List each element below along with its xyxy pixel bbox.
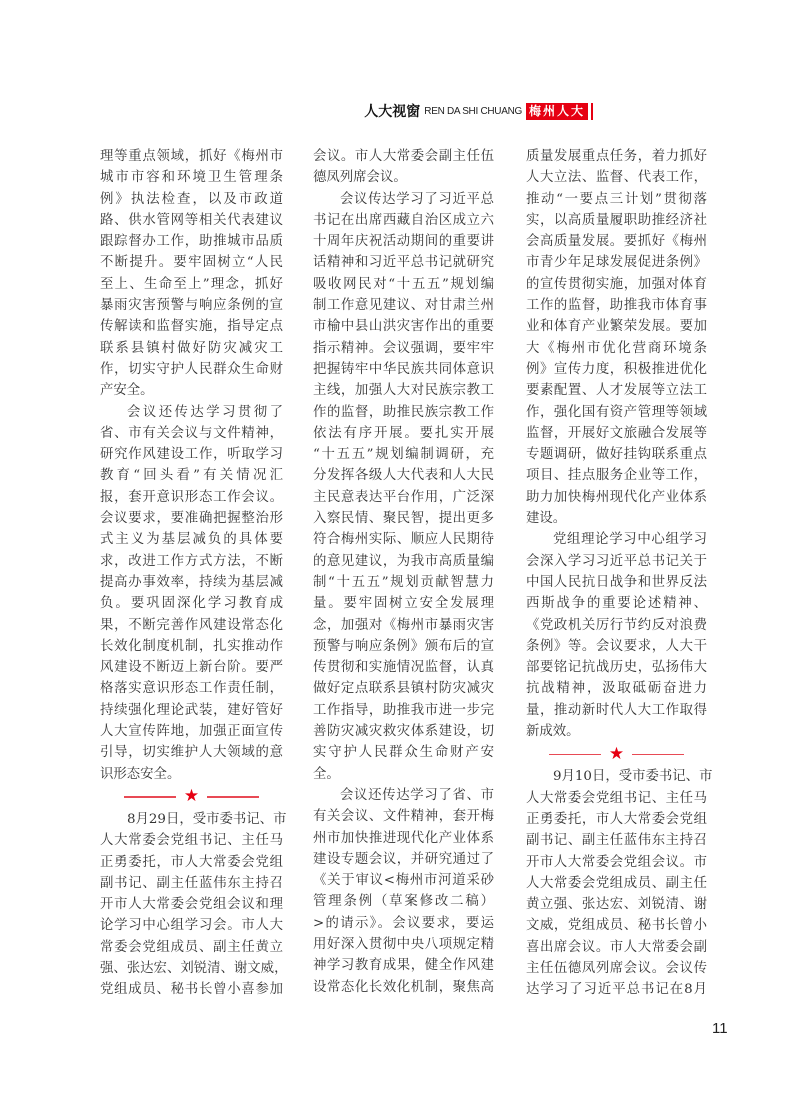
text-line: 大《梅州市优化营商环境条 <box>526 340 707 356</box>
text-line: 作的监督，助推民族宗教工作 <box>313 404 494 420</box>
text-line: 《关于审议<梅州市河道采砂 <box>313 873 494 889</box>
text-line: 州市加快推进现代化产业体系 <box>313 830 494 846</box>
paragraph <box>313 785 494 998</box>
text-line: 监督，开展好文旅融合发展等 <box>526 425 707 441</box>
text-line: 推动“一要点三计划”贯彻落 <box>526 191 707 207</box>
text-line: 副书记、副主任蓝伟东主持召 <box>526 833 707 849</box>
text-line: 工作的监督，助推我市体育事 <box>526 298 707 314</box>
text-line: 中国人民抗日战争和世界反法 <box>526 574 707 590</box>
section-title-en: REN DA SHI CHUANG <box>424 105 522 117</box>
text-line: 常委会党组成员、副主任黄立 <box>100 939 283 955</box>
text-line: 作，强化国有资产管理等领域 <box>526 404 707 420</box>
divider-rule <box>632 754 684 756</box>
text-line: 副书记、副主任蓝伟东主持召 <box>100 875 283 891</box>
text-line: 会议传达学习了习近平总 <box>340 191 494 207</box>
text-line: 会深入学习习近平总书记关于 <box>526 553 707 569</box>
text-line: 设常态化长效化机制，聚焦高 <box>313 979 494 995</box>
text-line: 把握铸牢中华民族共同体意识 <box>313 361 494 377</box>
text-line: 量，推动新时代人大工作取得 <box>526 702 707 718</box>
text-line: 暴雨灾害预警与响应条例的宣 <box>100 298 283 314</box>
section-divider <box>526 742 707 766</box>
text-line: 9月10日，受市委书记、市 <box>553 769 713 785</box>
text-line: 德凤列席会议。 <box>313 170 407 186</box>
text-line: 实，以高质量履职助推经济社 <box>526 212 707 228</box>
text-line: 分发挥各级人大代表和人大民 <box>313 468 494 484</box>
text-line: 要素配置、人才发展等立法工 <box>526 383 707 399</box>
text-line: 预警与响应条例》颁布后的宣 <box>313 638 494 654</box>
text-line: 求，改进工作方式方法，不断 <box>100 553 283 569</box>
text-line: 的意见建议，为我市高质量编 <box>313 553 494 569</box>
text-line: 会议。市人大常委会副主任伍 <box>313 149 494 164</box>
text-line: 传解读和监督实施，指导定点 <box>100 319 283 335</box>
text-line: 西斯战争的重要论述精神、 <box>526 596 707 612</box>
text-line: 会议还传达学习贯彻了 <box>127 404 283 420</box>
text-line: 跟踪督办工作，助推城市品质 <box>100 234 283 250</box>
text-line: 论学习中心组学习会。市人大 <box>100 918 283 934</box>
text-line: 《党政机关厉行节约反对浪费 <box>526 617 707 633</box>
text-line: 格落实意识形态工作责任制， <box>100 681 283 697</box>
text-line: 长效化制度机制，扎实推动作 <box>100 638 283 654</box>
text-line: 人大常委会党组书记、主任马 <box>526 790 707 806</box>
text-line: 抗战精神，汲取砥砺奋进力 <box>526 681 707 697</box>
section-title-cn: 人大视窗 <box>364 104 421 120</box>
text-line: 例》执法检查，以及市政道 <box>100 191 283 207</box>
text-line: 研究作风建设工作，听取学习 <box>100 447 283 463</box>
paragraph <box>526 766 713 1000</box>
text-line: 联系县镇村做好防灾减灾工 <box>100 340 283 356</box>
text-line: 黄立强、张达宏、刘锐清、谢 <box>526 897 707 913</box>
text-line: 指示精神。会议强调，要牢牢 <box>313 340 494 356</box>
text-line: 助力加快梅州现代化产业体系 <box>526 489 707 505</box>
text-line: 念，加强对《梅州市暴雨灾害 <box>313 617 494 633</box>
divider-rule <box>207 796 259 798</box>
text-line: 业和体育产业繁荣发展。要加 <box>526 319 707 335</box>
text-line: 负。要巩固深化学习教育成 <box>100 596 283 612</box>
text-line: 吸收网民对“十五五”规划编 <box>313 276 494 292</box>
text-line: 依法有序开展。要扎实开展 <box>313 425 494 441</box>
text-line: 建设专题会议，并研究通过了 <box>313 851 494 867</box>
text-line: 部要铭记抗战历史，弘扬伟大 <box>526 660 707 676</box>
divider-rule <box>549 754 601 756</box>
text-line: 文威，党组成员、秘书长曾小 <box>526 918 707 934</box>
text-line: 会高质量发展。要抓好《梅州 <box>526 234 707 250</box>
text-line: 制“十五五”规划贡献智慧力 <box>313 574 494 590</box>
paragraph <box>100 402 283 785</box>
text-line: 专题调研，做好挂钩联系重点 <box>526 447 707 463</box>
text-line: 质量发展重点任务，着力抓好 <box>526 149 707 164</box>
article-column-2 <box>313 146 494 998</box>
text-line: 人大宣传阵地，加强正面宣传 <box>100 724 283 740</box>
text-line: 主民意表达平台作用，广泛深 <box>313 489 494 505</box>
text-line: 产安全。 <box>100 383 154 399</box>
text-line: 达学习了习近平总书记在8月 <box>526 982 707 998</box>
text-line: 管理条例（草案修改二稿） <box>313 894 494 910</box>
text-line: 持续强化理论武装，建好管好 <box>100 702 283 718</box>
brand-badge: 梅州人大 <box>526 103 588 120</box>
text-line: 制工作意见建议、对甘肃兰州 <box>313 298 494 314</box>
text-line: 用好深入贯彻中央八项规定精 <box>313 936 494 952</box>
text-line: 式主义为基层减负的具体要 <box>100 532 283 548</box>
text-line: 识形态安全。 <box>100 766 181 782</box>
text-line: 新成效。 <box>526 724 580 740</box>
article-column-1 <box>100 146 288 1001</box>
header-accent-bar <box>591 103 593 120</box>
text-line: 话精神和习近平总书记就研究 <box>313 255 494 271</box>
text-line: 党组成员、秘书长曾小喜参加 <box>100 982 283 998</box>
text-line: 有关会议、文件精神，套开梅 <box>313 809 494 825</box>
page-number: 11 <box>712 1020 728 1037</box>
text-line: 神学习教育成果，健全作风建 <box>313 958 494 974</box>
text-line: 风建设不断迈上新台阶。要严 <box>100 660 283 676</box>
text-line: 引导，切实维护人大领域的意 <box>100 745 283 761</box>
text-line: 传贯彻和实施情况监督，认真 <box>313 660 494 676</box>
text-line: 市榆中县山洪灾害作出的重要 <box>313 319 494 335</box>
paragraph <box>526 146 707 529</box>
text-line: 开市人大常委会党组会议和理 <box>100 897 283 913</box>
text-line: 工作指导，助推我市进一步完 <box>313 702 494 718</box>
paragraph <box>313 189 494 785</box>
text-line: 例》宣传力度，积极推进优化 <box>526 361 707 377</box>
text-line: 建设。 <box>526 511 567 527</box>
section-header <box>364 102 593 120</box>
text-line: 主任伍德凤列席会议。会议传 <box>526 960 707 976</box>
text-line: 8月29日，受市委书记、市 <box>127 811 287 827</box>
paragraph <box>526 529 707 742</box>
text-line: 强、张达宏、刘锐清、谢文威， <box>100 960 288 976</box>
star-icon: ★ <box>608 743 625 764</box>
text-line: 符合梅州实际、顺应人民期待 <box>313 532 494 548</box>
paragraph <box>313 146 494 189</box>
text-line: 至上、生命至上”理念，抓好 <box>100 276 283 292</box>
text-line: 喜出席会议。市人大常委会副 <box>526 939 707 955</box>
text-line: 主线，加强人大对民族宗教工 <box>313 383 494 399</box>
text-line: 党组理论学习中心组学习 <box>553 532 707 548</box>
paragraph <box>100 146 283 402</box>
text-line: 全。 <box>313 766 340 782</box>
text-line: 十周年庆祝活动期间的重要讲 <box>313 234 494 250</box>
text-line: “十五五”规划编制调研，充 <box>313 447 494 463</box>
text-line: 正勇委托，市人大常委会党组 <box>100 854 283 870</box>
text-line: 入察民情、聚民智，提出更多 <box>313 511 494 527</box>
text-line: 正勇委托，市人大常委会党组 <box>526 811 707 827</box>
star-icon: ★ <box>183 786 200 807</box>
text-line: 城市市容和环境卫生管理条 <box>100 170 283 186</box>
text-line: 的宣传贯彻实施，加强对体育 <box>526 276 707 292</box>
text-line: 作，切实守护人民群众生命财 <box>100 361 283 377</box>
article-column-3 <box>526 146 713 1001</box>
text-line: 会议还传达学习了省、市 <box>340 787 494 803</box>
text-line: 教育“回头看”有关情况汇 <box>100 468 283 484</box>
section-divider <box>100 785 283 809</box>
text-line: 不断提升。要牢固树立“人民 <box>100 255 283 271</box>
text-line: 路、供水管网等相关代表建议 <box>100 212 283 228</box>
text-line: 书记在出席西藏自治区成立六 <box>313 212 494 228</box>
text-line: 市青少年足球发展促进条例》 <box>526 255 707 271</box>
text-line: 省、市有关会议与文件精神， <box>100 425 283 441</box>
text-line: 条例》等。会议要求，人大干 <box>526 638 707 654</box>
divider-rule <box>124 796 176 798</box>
text-line: 理等重点领域，抓好《梅州市 <box>100 149 283 164</box>
text-line: 会议要求，要准确把握整治形 <box>100 511 283 527</box>
text-line: 善防灾减灾救灾体系建设，切 <box>313 724 494 740</box>
text-line: 果，不断完善作风建设常态化 <box>100 617 283 633</box>
text-line: 开市人大常委会党组会议。市 <box>526 854 707 870</box>
text-line: 量。要牢固树立安全发展理 <box>313 596 494 612</box>
text-line: 人大立法、监督、代表工作， <box>526 170 707 186</box>
text-line: 人大常委会党组成员、副主任 <box>526 875 707 891</box>
text-line: 做好定点联系县镇村防灾减灾 <box>313 681 494 697</box>
text-line: 报，套开意识形态工作会议。 <box>100 489 283 505</box>
text-line: 项目、挂点服务企业等工作， <box>526 468 707 484</box>
text-line: >的请示》。会议要求，要运 <box>313 915 494 931</box>
paragraph <box>100 809 288 1001</box>
text-line: 实守护人民群众生命财产安 <box>313 745 494 761</box>
text-line: 人大常委会党组书记、主任马 <box>100 833 283 849</box>
text-line: 提高办事效率，持续为基层减 <box>100 574 283 590</box>
